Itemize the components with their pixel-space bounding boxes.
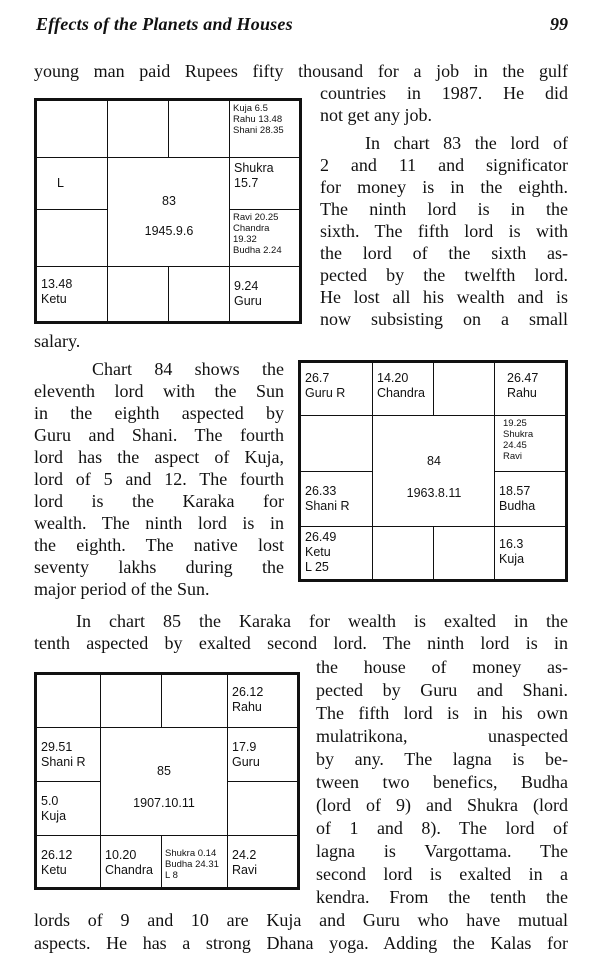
chart-cell-text: Shukra 0.14	[165, 848, 217, 859]
chart-number: 85	[157, 764, 171, 778]
text-line: pected by Guru and Shani.	[316, 680, 568, 700]
chart-cell	[433, 526, 495, 580]
chart-cell	[36, 100, 108, 158]
chart-cell-text: 18.57	[499, 484, 531, 498]
text-line: pected by the twelfth lord.	[320, 265, 568, 285]
chart-cell-text: 29.51	[41, 740, 73, 754]
text-line: He lost all his wealth and is	[320, 287, 568, 307]
chart-cell	[107, 266, 169, 322]
chart-cell	[168, 266, 230, 322]
chart-84	[298, 360, 568, 582]
chart-cell	[300, 471, 373, 527]
text-line: Chart 84 shows the	[92, 359, 284, 379]
chart-cell-text: 26.7	[305, 371, 330, 385]
text-line: tenth aspected by exalted second lord. The ninth lord is in	[34, 633, 568, 653]
text-line: In chart 85 the Karaka for wealth is exalted in the	[76, 611, 568, 631]
chart-cell	[494, 471, 566, 527]
text-line: sixth. The fifth lord is with	[320, 221, 568, 241]
chart-cell-text: 26.47	[507, 371, 539, 385]
text-line: the lord of the sixth as-	[320, 243, 568, 263]
chart-cell-text: 10.20	[105, 848, 137, 862]
chart-cell-text: Rahu 13.48	[233, 114, 283, 125]
chart-cell-text: 14.20	[377, 371, 409, 385]
chart-date: 1945.9.6	[144, 224, 194, 238]
chart-cell-text: Shani 28.35	[233, 125, 284, 136]
chart-cell	[229, 157, 300, 210]
text-line: salary.	[34, 331, 81, 351]
chart-cell-text: 26.49	[305, 530, 337, 544]
chart-cell	[36, 209, 108, 267]
chart-cell-text: Shukra	[503, 429, 534, 440]
page-header	[22, 10, 582, 36]
text-line: kendra. From the tenth the	[316, 887, 568, 907]
chart-cell-text: Kuja	[41, 809, 67, 823]
chart-cell	[229, 100, 300, 158]
text-line: second lord is exalted in a	[316, 864, 568, 884]
chart-cell-text: Ketu	[305, 545, 331, 559]
text-line: lord has the aspect of Kuja,	[34, 447, 284, 467]
chart-cell-text: Guru	[232, 755, 260, 769]
chart-cell-text: Budha	[499, 499, 536, 513]
chart-cell-text: Guru R	[305, 386, 346, 400]
text-line: lord is the Karaka for	[34, 491, 284, 511]
text-line: the house of money as-	[316, 657, 568, 677]
chart-cell-text: 9.24	[234, 279, 259, 293]
chart-cell-text: Budha 24.31	[165, 859, 219, 870]
chart-cell-text: 15.7	[234, 176, 259, 190]
chart-date: 1907.10.11	[133, 796, 195, 810]
text-line: not get any job.	[320, 105, 432, 125]
text-line: lagna is Vargottama. The	[316, 841, 568, 861]
chart-cell	[227, 781, 298, 836]
text-line: wealth. The ninth lord is in	[34, 513, 284, 533]
chart-cell	[161, 835, 228, 888]
chart-cell-text: 17.9	[232, 740, 257, 754]
chart-cell	[494, 526, 566, 580]
chart-cell	[300, 526, 373, 580]
chart-cell	[168, 100, 230, 158]
chart-cell	[227, 835, 298, 888]
chart-cell-text: Ravi	[232, 863, 258, 877]
running-title: Effects of the Planets and Houses	[36, 14, 293, 34]
chart-cell	[36, 727, 101, 782]
chart-cell-text: 26.12	[41, 848, 73, 862]
chart-cell-text: 19.32	[233, 234, 257, 245]
text-line: Guru and Shani. The fourth	[34, 425, 284, 445]
chart-cell	[494, 415, 566, 472]
chart-cell-text: 26.12	[232, 685, 264, 699]
chart-cell-text: L 25	[305, 560, 329, 574]
text-line: lords of 9 and 10 are Kuja and Guru who have mutual	[34, 910, 568, 930]
chart-cell-text: Shani R	[41, 755, 86, 769]
text-line: by any. The lagna is be-	[316, 749, 568, 769]
chart-cell-text: L	[57, 176, 64, 190]
text-line: 2 and 11 and significator	[320, 155, 568, 175]
chart-cell	[36, 266, 108, 322]
chart-83	[34, 98, 302, 324]
chart-number: 84	[427, 454, 441, 468]
chart-cell-text: 26.33	[305, 484, 337, 498]
chart-cell-text: Guru	[234, 294, 262, 308]
text-line: tween two benefics, Budha	[316, 772, 568, 792]
text-line: mulatrikona, unaspected	[316, 726, 568, 746]
chart-cell-text: 19.25	[503, 418, 527, 429]
chart-cell-text: Ketu	[41, 863, 67, 877]
chart-cell	[36, 835, 101, 888]
chart-cell	[372, 526, 434, 580]
chart-cell	[100, 835, 162, 888]
text-line: In chart 83 the lord of	[365, 133, 568, 153]
chart-cell	[229, 266, 300, 322]
chart-cell	[107, 100, 169, 158]
chart-cell	[36, 781, 101, 836]
chart-cell-text: Rahu	[507, 386, 537, 400]
text-line: The fifth lord is in his own	[316, 703, 568, 723]
chart-cell-text: Kuja 6.5	[233, 103, 268, 114]
chart-cell	[300, 362, 373, 416]
chart-cell	[100, 674, 162, 728]
chart-cell-text: 5.0	[41, 794, 59, 808]
text-line: now subsisting on a small	[320, 309, 568, 329]
chart-cell-text: Ravi	[503, 451, 523, 462]
chart-cell	[36, 674, 101, 728]
text-line: eleventh lord with the Sun	[34, 381, 284, 401]
text-line: the eighth. The native lost	[34, 535, 284, 555]
text-line: lord of 5 and 12. The fourth	[34, 469, 284, 489]
chart-cell	[229, 209, 300, 267]
chart-date: 1963.8.11	[406, 486, 462, 500]
chart-cell	[227, 674, 298, 728]
chart-cell	[494, 362, 566, 416]
chart-cell-text: 24.45	[503, 440, 527, 451]
chart-cell-text: Shukra	[234, 161, 274, 175]
chart-cell-text: 24.2	[232, 848, 257, 862]
chart-cell-text: 13.48	[41, 277, 73, 291]
page-number: 99	[550, 14, 568, 34]
chart-cell-text: 16.3	[499, 537, 524, 551]
chart-cell	[433, 362, 495, 416]
text-line: seventy lakhs during the	[34, 557, 284, 577]
text-line: aspects. He has a strong Dhana yoga. Adding the Kalas for	[34, 933, 568, 953]
chart-cell	[372, 362, 434, 416]
chart-cell-text: L 8	[165, 870, 178, 881]
chart-cell-text: Rahu	[232, 700, 262, 714]
chart-cell	[161, 674, 228, 728]
chart-cell-text: Chandra	[105, 863, 153, 877]
chart-85	[34, 672, 300, 890]
chart-cell-text: Chandra	[233, 223, 270, 234]
chart-number: 83	[162, 194, 176, 208]
text-line: young man paid Rupees fifty thousand for a job in the gulf	[34, 61, 568, 81]
chart-cell-text: Ketu	[41, 292, 67, 306]
text-line: countries in 1987. He did	[320, 83, 568, 103]
chart-cell-text: Budha 2.24	[233, 245, 282, 256]
text-line: for money is in the eighth.	[320, 177, 568, 197]
chart-cell-text: Shani R	[305, 499, 350, 513]
chart-cell-text: Ravi 20.25	[233, 212, 279, 223]
chart-cell-text: Kuja	[499, 552, 525, 566]
text-line: major period of the Sun.	[34, 579, 210, 599]
chart-cell	[36, 157, 108, 210]
text-line: of 1 and 8). The lord of	[316, 818, 568, 838]
chart-cell	[227, 727, 298, 782]
text-line: The ninth lord is in the	[320, 199, 568, 219]
text-line: in the eighth aspected by	[34, 403, 284, 423]
chart-cell	[300, 415, 373, 472]
text-line: (lord of 9) and Shukra (lord	[316, 795, 568, 815]
chart-cell-text: Chandra	[377, 386, 425, 400]
